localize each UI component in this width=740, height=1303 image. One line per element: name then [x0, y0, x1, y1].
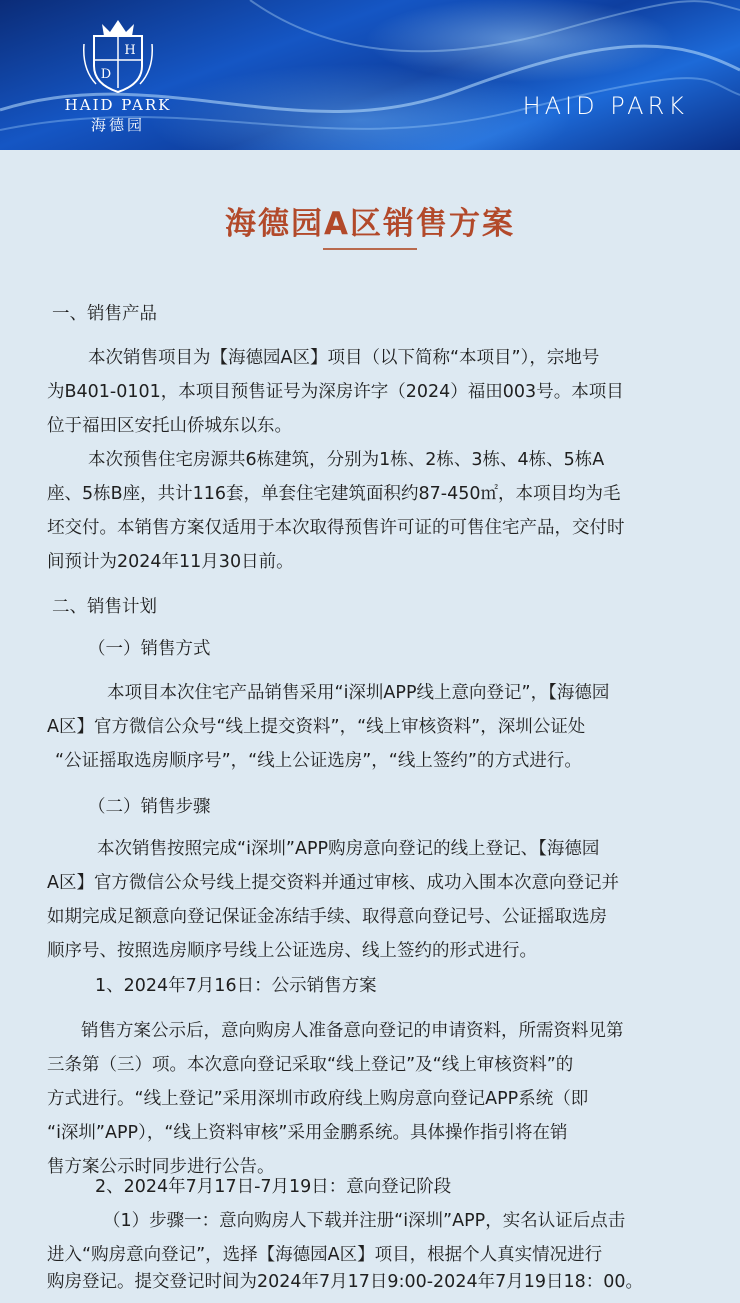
subsection-2-heading: （二）销售步骤: [88, 797, 211, 817]
logo-left-chinese: 海德园: [90, 116, 145, 134]
sub2-line-1: 本次销售按照完成“i深圳”APP购房意向登记的线上登记、【海德园: [97, 839, 600, 859]
step1-line-4: “i深圳”APP），“线上资料审核”采用金鹏系统。具体操作指引将在销: [47, 1123, 568, 1143]
s1-p2-line-3: 坯交付。本销售方案仅适用于本次取得预售许可证的可售住宅产品，交付时: [47, 518, 625, 538]
step-2-heading: 2、2024年7月17日-7月19日：意向登记阶段: [95, 1177, 452, 1197]
step2-line-2: 进入“购房意向登记”，选择【海德园A区】项目，根据个人真实情况进行: [47, 1245, 603, 1265]
step-1-heading: 1、2024年7月16日：公示销售方案: [95, 976, 377, 996]
sub1-line-1: 本项目本次住宅产品销售采用“i深圳APP线上意向登记”，【海德园: [107, 683, 610, 703]
subsection-1-heading: （一）销售方式: [88, 639, 211, 659]
step1-line-1: 销售方案公示后，意向购房人准备意向登记的申请资料，所需资料见第: [81, 1021, 624, 1041]
sub1-line-2: A区】官方微信公众号“线上提交资料”，“线上审核资料”，深圳公证处: [47, 717, 586, 737]
brand-logo: [56, 14, 180, 135]
crest-letter-d: D: [100, 67, 112, 82]
sub1-line-3: “公证摇取选房顺序号”，“线上公证选房”，“线上签约”的方式进行。: [55, 751, 582, 771]
step1-line-2: 三条第（三）项。本次意向登记采取“线上登记”及“线上审核资料”的: [47, 1055, 574, 1075]
s1-p2-line-1: 本次预售住宅房源共6栋建筑，分别为1栋、2栋、3栋、4栋、5栋A: [88, 450, 605, 470]
section-1-heading: 一、销售产品: [52, 304, 157, 324]
s1-p1-line-2: 为B401-0101，本项目预售证号为深房许字（2024）福田003号。本项目: [47, 382, 624, 402]
step1-line-3: 方式进行。“线上登记”采用深圳市政府线上购房意向登记APP系统（即: [47, 1089, 589, 1109]
s1-p1-line-1: 本次销售项目为【海德园A区】项目（以下简称“本项目”），宗地号: [88, 348, 600, 368]
logo-right-english: HAID PARK: [522, 92, 688, 120]
step1-line-5: 售方案公示时同步进行公告。: [47, 1157, 275, 1177]
page-title: 海德园A区销售方案: [225, 206, 515, 242]
title-divider: [323, 248, 417, 250]
s1-p2-line-2: 座、5栋B座，共计116套，单套住宅建筑面积约87-450㎡，本项目均为毛: [47, 484, 621, 504]
s1-p2-line-4: 间预计为2024年11月30日前。: [47, 552, 294, 572]
section-2-heading: 二、销售计划: [52, 597, 157, 617]
header-banner: [0, 0, 740, 150]
sub2-line-2: A区】官方微信公众号线上提交资料并通过审核、成功入围本次意向登记并: [47, 873, 619, 893]
s1-p1-line-3: 位于福田区安托山侨城东以东。: [47, 416, 292, 436]
crest-icon: [82, 14, 154, 94]
logo-left-english: HAID PARK: [64, 96, 172, 114]
step2-line-1: （1）步骤一：意向购房人下载并注册“i深圳”APP，实名认证后点击: [103, 1211, 626, 1231]
sub2-line-4: 顺序号、按照选房顺序号线上公证选房、线上签约的形式进行。: [47, 941, 537, 961]
crest-letter-h: H: [124, 43, 136, 58]
sub2-line-3: 如期完成足额意向登记保证金冻结手续、取得意向登记号、公证摇取选房: [47, 907, 607, 927]
step2-line-3: 购房登记。提交登记时间为2024年7月17日9:00-2024年7月19日18：00。: [47, 1272, 644, 1292]
